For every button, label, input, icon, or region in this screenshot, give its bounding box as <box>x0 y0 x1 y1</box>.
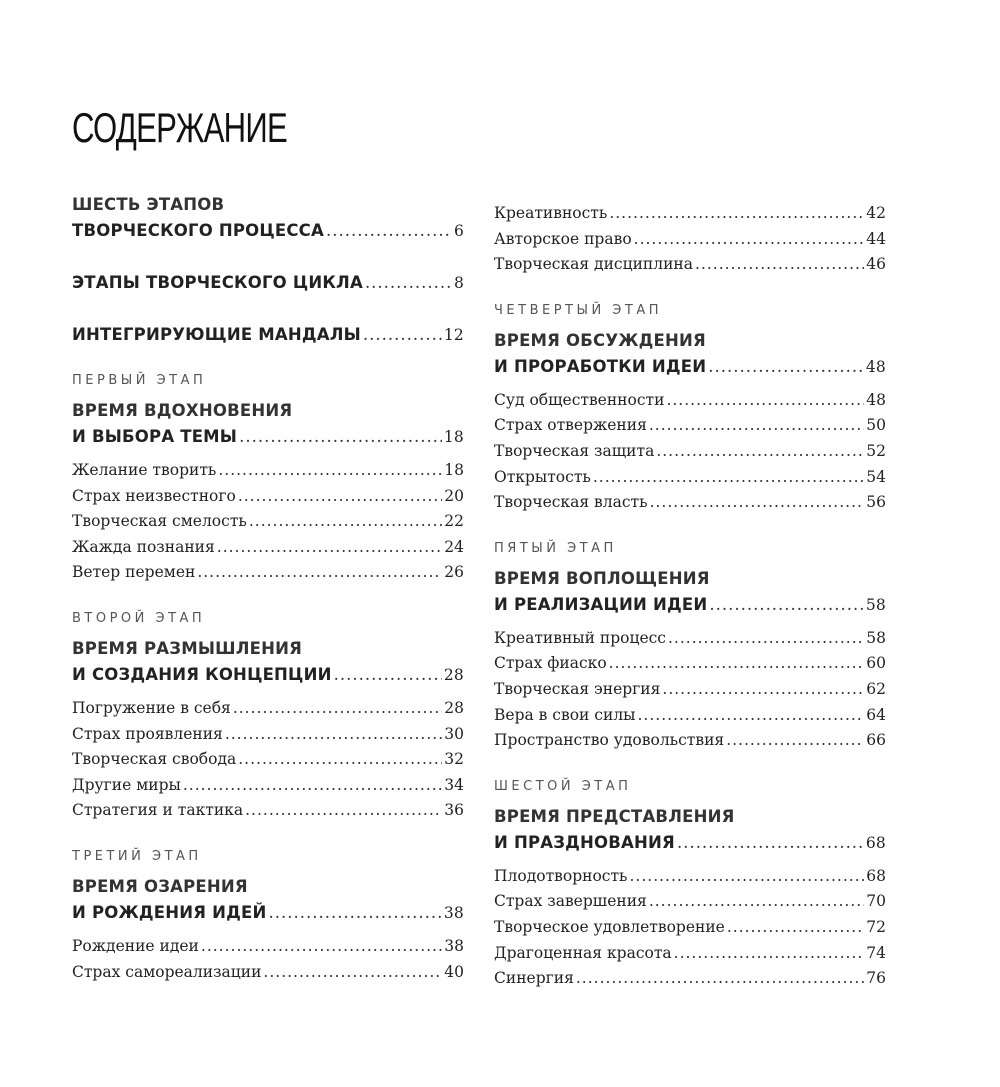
entry-title: Пространство удовольствия <box>494 731 725 750</box>
toc-entry[interactable] <box>72 560 464 586</box>
page-number: 32 <box>444 750 464 769</box>
leader-dots <box>709 592 864 618</box>
page-number: 70 <box>866 892 886 911</box>
entry-title: Желание творить <box>72 461 217 479</box>
page-number: 44 <box>866 229 886 248</box>
page-number: 40 <box>444 962 464 981</box>
leader-dots <box>666 388 864 414</box>
page-number: 18 <box>444 461 464 479</box>
leader-dots <box>239 424 442 450</box>
stage-label: ШЕСТОЙ ЭТАП <box>494 778 632 794</box>
stage-section-2 <box>72 612 464 824</box>
page-number: 74 <box>866 943 886 962</box>
stage-label: ПЕРВЫЙ ЭТАП <box>72 373 207 388</box>
toc-heading-title: ИНТЕГРИРУЮЩИЕ МАНДАЛЫ <box>72 325 361 344</box>
stage-section-6 <box>494 780 886 992</box>
page-number: 28 <box>443 665 464 684</box>
leader-dots <box>677 830 864 856</box>
toc-entry[interactable] <box>494 252 886 278</box>
page-number: 38 <box>443 903 464 922</box>
page-number: 66 <box>866 731 886 750</box>
page-number: 26 <box>444 563 464 582</box>
page-number: 12 <box>443 326 464 344</box>
toc-entry[interactable] <box>494 651 886 677</box>
page-number: 58 <box>866 628 886 647</box>
entry-title: Творческое удовлетворение <box>494 917 725 936</box>
entry-title: Вера в свои силы <box>494 705 636 724</box>
leader-dots <box>634 227 865 253</box>
toc-entry[interactable] <box>72 798 464 824</box>
entry-title: Страх фиаско <box>494 654 607 673</box>
entry-title: Суд общественности <box>494 390 665 409</box>
entry-title: Открытость <box>494 467 591 486</box>
leader-dots <box>727 915 864 941</box>
toc-item-six-stages[interactable] <box>72 192 464 244</box>
toc-item-mandalas[interactable] <box>72 322 464 348</box>
leader-dots <box>249 509 442 535</box>
stage-heading-line: ВРЕМЯ ОБСУЖДЕНИЯ <box>494 330 706 350</box>
stage-label: ЧЕТВЕРТЫЙ ЭТАП <box>494 302 662 318</box>
toc-column-left <box>72 192 464 1011</box>
leader-dots <box>662 677 864 703</box>
page-number: 76 <box>866 969 886 988</box>
leader-dots <box>233 696 442 722</box>
stage-label: ВТОРОЙ ЭТАП <box>72 610 206 626</box>
leader-dots <box>656 439 864 465</box>
toc-entry[interactable] <box>494 626 886 652</box>
toc-entry[interactable] <box>494 941 886 967</box>
leader-dots <box>649 413 864 439</box>
page-number: 52 <box>866 441 886 460</box>
page-number: 48 <box>865 357 886 376</box>
stage-heading-line: И ПРАЗДНОВАНИЯ <box>494 832 675 852</box>
toc-entry[interactable] <box>494 465 886 491</box>
stage-heading-line: ВРЕМЯ ОЗАРЕНИЯ <box>72 876 248 896</box>
entry-title: Страх завершения <box>494 892 647 911</box>
leader-dots <box>263 960 442 986</box>
page-number: 30 <box>444 724 464 743</box>
leader-dots <box>695 252 864 278</box>
page-number: 42 <box>866 204 886 222</box>
leader-dots <box>609 651 865 677</box>
toc-entry[interactable] <box>494 728 886 754</box>
entry-title: Авторское право <box>494 229 632 248</box>
page-number: 24 <box>444 537 464 556</box>
toc-entry[interactable] <box>494 864 886 890</box>
leader-dots <box>334 662 442 688</box>
entry-title: Творческая энергия <box>494 679 661 698</box>
leader-dots <box>609 201 864 227</box>
stage-section-4 <box>494 304 886 516</box>
leader-dots <box>629 864 864 890</box>
stage-section-3 <box>72 850 464 985</box>
leader-dots <box>668 626 864 652</box>
entry-title: Творческая защита <box>494 441 655 460</box>
entry-title: Творческая свобода <box>72 750 237 769</box>
leader-dots <box>218 458 442 484</box>
page-number: 38 <box>444 936 464 955</box>
page-number: 64 <box>866 705 886 724</box>
toc-entry[interactable] <box>72 773 464 799</box>
leader-dots <box>201 934 442 960</box>
toc-entry[interactable] <box>494 201 886 227</box>
stage-heading-line: ВРЕМЯ РАЗМЫШЛЕНИЯ <box>72 638 302 658</box>
toc-entry[interactable] <box>494 915 886 941</box>
page-number: 20 <box>444 486 464 505</box>
page-number: 34 <box>444 775 464 794</box>
toc-item-cycle-stages[interactable] <box>72 270 464 296</box>
stage-heading-line: И СОЗДАНИЯ КОНЦЕПЦИИ <box>72 664 332 684</box>
toc-entry[interactable] <box>72 484 464 510</box>
stage-label: ТРЕТИЙ ЭТАП <box>72 848 202 864</box>
stage-heading-line: ВРЕМЯ ВДОХНОВЕНИЯ <box>72 401 293 420</box>
toc-entry[interactable] <box>494 889 886 915</box>
leader-dots <box>649 889 864 915</box>
stage-heading-line: ВРЕМЯ ПРЕДСТАВЛЕНИЯ <box>494 806 735 826</box>
stage-heading-line: ВРЕМЯ ВОПЛОЩЕНИЯ <box>494 568 710 588</box>
entry-title: Творческая дисциплина <box>494 255 693 274</box>
leader-dots <box>238 747 442 773</box>
page-number: 48 <box>866 390 886 409</box>
entry-title: Плодотворность <box>494 866 628 885</box>
entry-title: Драгоценная красота <box>494 943 672 962</box>
leader-dots <box>183 773 442 799</box>
toc-entry[interactable] <box>494 677 886 703</box>
entry-title: Погружение в себя <box>72 698 231 717</box>
page-number: 22 <box>444 512 464 531</box>
entry-title: Другие миры <box>72 775 181 794</box>
toc-entry[interactable] <box>494 227 886 253</box>
entry-title: Креативный процесс <box>494 628 666 647</box>
toc-entry[interactable] <box>494 490 886 516</box>
entry-title: Ветер перемен <box>72 563 196 582</box>
page-number: 60 <box>866 654 886 673</box>
toc-entry[interactable] <box>72 722 464 748</box>
entry-title: Стратегия и тактика <box>72 801 244 820</box>
stage-heading-line: И ПРОРАБОТКИ ИДЕИ <box>494 356 707 376</box>
leader-dots <box>363 322 442 348</box>
toc-entry[interactable] <box>72 509 464 535</box>
page-number: 68 <box>866 866 886 885</box>
entry-title: Креативность <box>494 204 608 222</box>
entry-title: Страх неизвестного <box>72 486 236 505</box>
leader-dots <box>197 560 442 586</box>
leader-dots <box>593 465 864 491</box>
entry-title: Творческая смелость <box>72 512 247 531</box>
page-number: 50 <box>866 416 886 435</box>
page-number: 68 <box>865 833 886 852</box>
toc-entry[interactable] <box>494 966 886 992</box>
leader-dots <box>326 218 452 244</box>
entry-title: Творческая власть <box>494 493 648 512</box>
page-number: 58 <box>865 595 886 614</box>
leader-dots <box>726 728 864 754</box>
entry-title: Страх проявления <box>72 724 223 743</box>
page-number: 8 <box>453 274 464 292</box>
stage-heading-line: И ВЫБОРА ТЕМЫ <box>72 427 238 446</box>
page-number: 54 <box>866 467 886 486</box>
toc-heading-title: ЭТАПЫ ТВОРЧЕСКОГО ЦИКЛА <box>72 273 363 292</box>
stage-heading[interactable] <box>72 398 464 450</box>
page-number: 46 <box>866 255 886 274</box>
toc-heading-line: ШЕСТЬ ЭТАПОВ <box>72 195 225 214</box>
leader-dots <box>269 900 442 926</box>
stage-section-1 <box>72 374 464 586</box>
toc-entry[interactable] <box>494 413 886 439</box>
leader-dots <box>217 535 443 561</box>
stage-label: ПЯТЫЙ ЭТАП <box>494 540 617 556</box>
stage-heading[interactable] <box>494 804 886 856</box>
leader-dots <box>245 798 442 824</box>
toc-entry[interactable] <box>72 535 464 561</box>
page-number: 36 <box>444 801 464 820</box>
stage-section-3-continued <box>494 201 886 278</box>
toc-entry[interactable] <box>72 934 464 960</box>
entry-title: Страх отвержения <box>494 416 647 435</box>
stage-heading-line: И РЕАЛИЗАЦИИ ИДЕИ <box>494 594 708 614</box>
entry-title: Синергия <box>494 969 574 988</box>
toc-entry[interactable] <box>72 960 464 986</box>
toc-heading-title: ТВОРЧЕСКОГО ПРОЦЕССА <box>72 221 324 240</box>
stage-heading[interactable] <box>72 636 464 688</box>
stage-heading[interactable] <box>494 566 886 618</box>
entry-title: Рождение идеи <box>72 936 199 955</box>
stage-section-5 <box>494 542 886 754</box>
leader-dots <box>708 354 864 380</box>
toc-column-right <box>494 201 886 1018</box>
toc-entry[interactable] <box>72 696 464 722</box>
toc-entry[interactable] <box>494 439 886 465</box>
stage-heading[interactable] <box>494 328 886 380</box>
page-number: 6 <box>453 222 464 240</box>
leader-dots <box>225 722 442 748</box>
leader-dots <box>365 270 452 296</box>
page-number: 62 <box>866 679 886 698</box>
leader-dots <box>674 941 865 967</box>
toc-entry[interactable] <box>494 703 886 729</box>
entry-title: Страх самореализации <box>72 962 262 981</box>
entry-title: Жажда познания <box>72 537 215 556</box>
stage-heading-line: И РОЖДЕНИЯ ИДЕЙ <box>72 902 267 922</box>
toc-entry[interactable] <box>494 388 886 414</box>
leader-dots <box>638 703 865 729</box>
page-number: 18 <box>443 428 464 446</box>
leader-dots <box>576 966 864 992</box>
stage-heading[interactable] <box>72 874 464 926</box>
toc-entry[interactable] <box>72 747 464 773</box>
toc-entry[interactable] <box>72 458 464 484</box>
leader-dots <box>650 490 865 516</box>
page-title: СОДЕРЖАНИЕ <box>72 104 287 151</box>
leader-dots <box>238 484 442 510</box>
page-number: 56 <box>866 493 886 512</box>
page-number: 28 <box>444 698 464 717</box>
page-number: 72 <box>866 917 886 936</box>
